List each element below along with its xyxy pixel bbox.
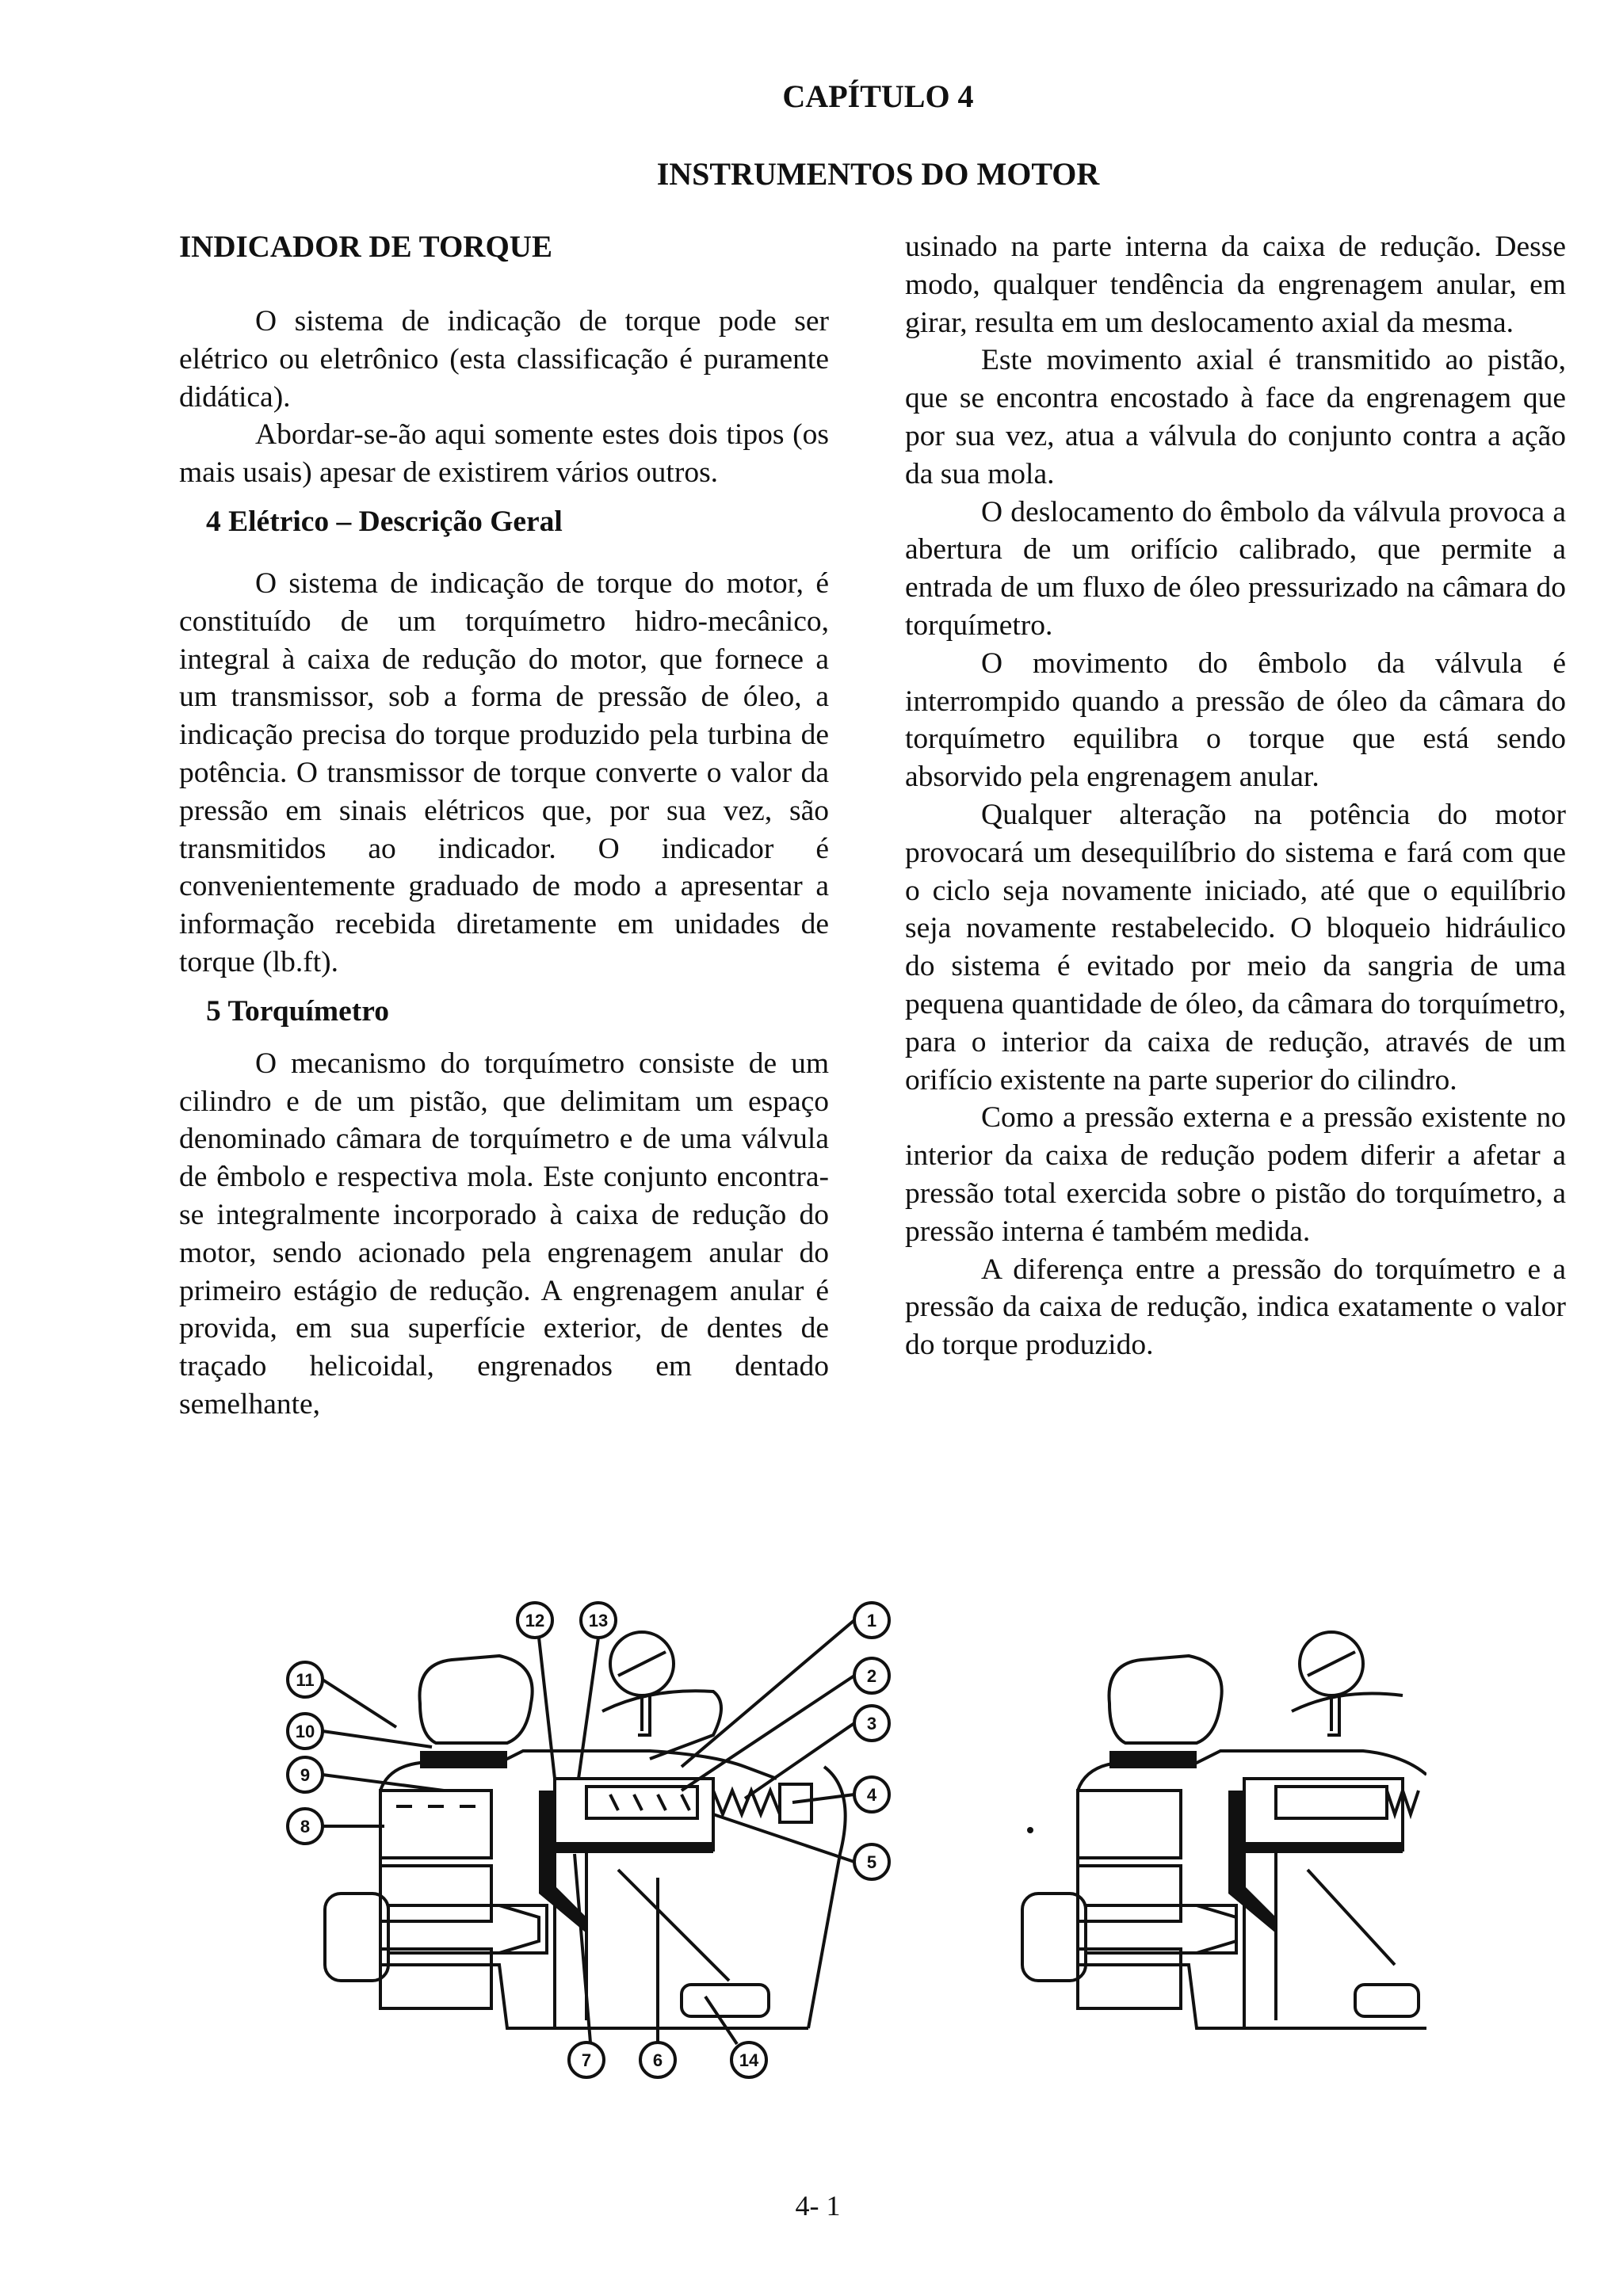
svg-text:5: 5	[866, 1852, 877, 1872]
svg-text:2: 2	[866, 1666, 877, 1686]
svg-text:10: 10	[295, 1722, 315, 1741]
paragraph: O sistema de indicação de torque do motor, é constituído de um torquímetro hidro-mecânico, integral à caixa de redução do motor, que fornece a um transmissor, sob a forma de pressão de óleo, a indicação precisa do torque produzido pela turbina de potência. O transmissor de torque converte o valor da pressão em sinais elétricos que, por sua vez, são transmitidos ao indicador. O indicador é convenientemente graduado de modo a apresentar a informação recebida diretamente em unidades de torque (lb.ft).	[179, 566, 829, 978]
left-column	[179, 228, 829, 1424]
svg-text:13: 13	[588, 1611, 609, 1630]
svg-text:8: 8	[300, 1817, 311, 1836]
svg-text:11: 11	[296, 1670, 315, 1690]
paragraph: O movimento do êmbolo da válvula é interrompido quando a pressão de óleo da câmara do torquímetro equilibra o torque que está sendo absorvido pela engrenagem anular.	[905, 646, 1566, 794]
subsection-heading-4: 4 Elétrico – Descrição Geral	[206, 505, 563, 538]
paragraph: Qualquer alteração na potência do motor provocará um desequilíbrio do sistema e fará com que o ciclo seja novamente iniciado, até que o equilíbrio seja novamente restabelecido. O bloqueio hidráulico do sistema é evitado por meio da sangria de uma pequena quantidade de óleo, da câmara do torquímetro, para o interior da caixa de redução, através de um orifício existente na parte superior do cilindro.	[905, 798, 1566, 1097]
chapter-title: INSTRUMENTOS DO MOTOR	[656, 156, 1100, 192]
svg-text:7: 7	[581, 2050, 592, 2070]
paragraph: A diferença entre a pressão do torquímetro e a pressão da caixa de redução, indica exatamente o valor do torque produzido.	[905, 1253, 1566, 1362]
paragraph: O mecanismo do torquímetro consiste de um cilindro e de um pistão, que delimitam um espaço denominado câmara de torquímetro e de uma válvula de êmbolo e respectiva mola. Este conjunto encontra-se integralmente incorporado à caixa de redução do motor, sendo acionado pela engrenagem anular do primeiro estágio de redução. A engrenagem anular é provida, em sua superfície exterior, de dentes de traçado helicoidal, engrenados em dentado semelhante,	[179, 1047, 829, 1421]
paragraph: usinado na parte interna da caixa de redução. Desse modo, qualquer tendência da engrenagem anular, em girar, resulta em um deslocamento axial da mesma.	[905, 231, 1566, 339]
svg-text:4: 4	[866, 1785, 877, 1805]
svg-text:12: 12	[525, 1611, 545, 1630]
svg-text:6: 6	[652, 2050, 663, 2070]
paragraph: Este movimento axial é transmitido ao pistão, que se encontra encostado à face da engrenagem que por sua vez, atua a válvula do conjunto contra a ação da sua mola.	[905, 344, 1566, 490]
svg-text:14: 14	[739, 2050, 759, 2070]
paragraph: O deslocamento do êmbolo da válvula provoca a abertura de um orifício calibrado, que permite a entrada de um fluxo de óleo pressurizado na câmara do torquímetro.	[905, 495, 1566, 642]
torquemeter-diagram	[238, 1553, 1426, 2092]
chapter-number: CAPÍTULO 4	[782, 78, 974, 114]
right-column	[905, 228, 1566, 1364]
page-number: 4- 1	[795, 2190, 841, 2222]
svg-text:1: 1	[866, 1611, 877, 1630]
paragraph: Como a pressão externa e a pressão existente no interior da caixa de redução podem diferir a afetar a pressão total exercida sobre o pistão do torquímetro, a pressão interna é também medida.	[905, 1101, 1566, 1248]
paragraph: Abordar-se-ão aqui somente estes dois tipos (os mais usais) apesar de existirem vários outros.	[179, 418, 829, 490]
paragraph: O sistema de indicação de torque pode ser elétrico ou eletrônico (esta classificação é puramente didática).	[179, 305, 829, 414]
svg-text:3: 3	[866, 1714, 877, 1733]
torquemeter-cutaway-drawing	[238, 1553, 1426, 2092]
section-heading: INDICADOR DE TORQUE	[179, 230, 552, 264]
svg-text:9: 9	[300, 1765, 311, 1785]
subsection-heading-5: 5 Torquímetro	[206, 994, 389, 1028]
